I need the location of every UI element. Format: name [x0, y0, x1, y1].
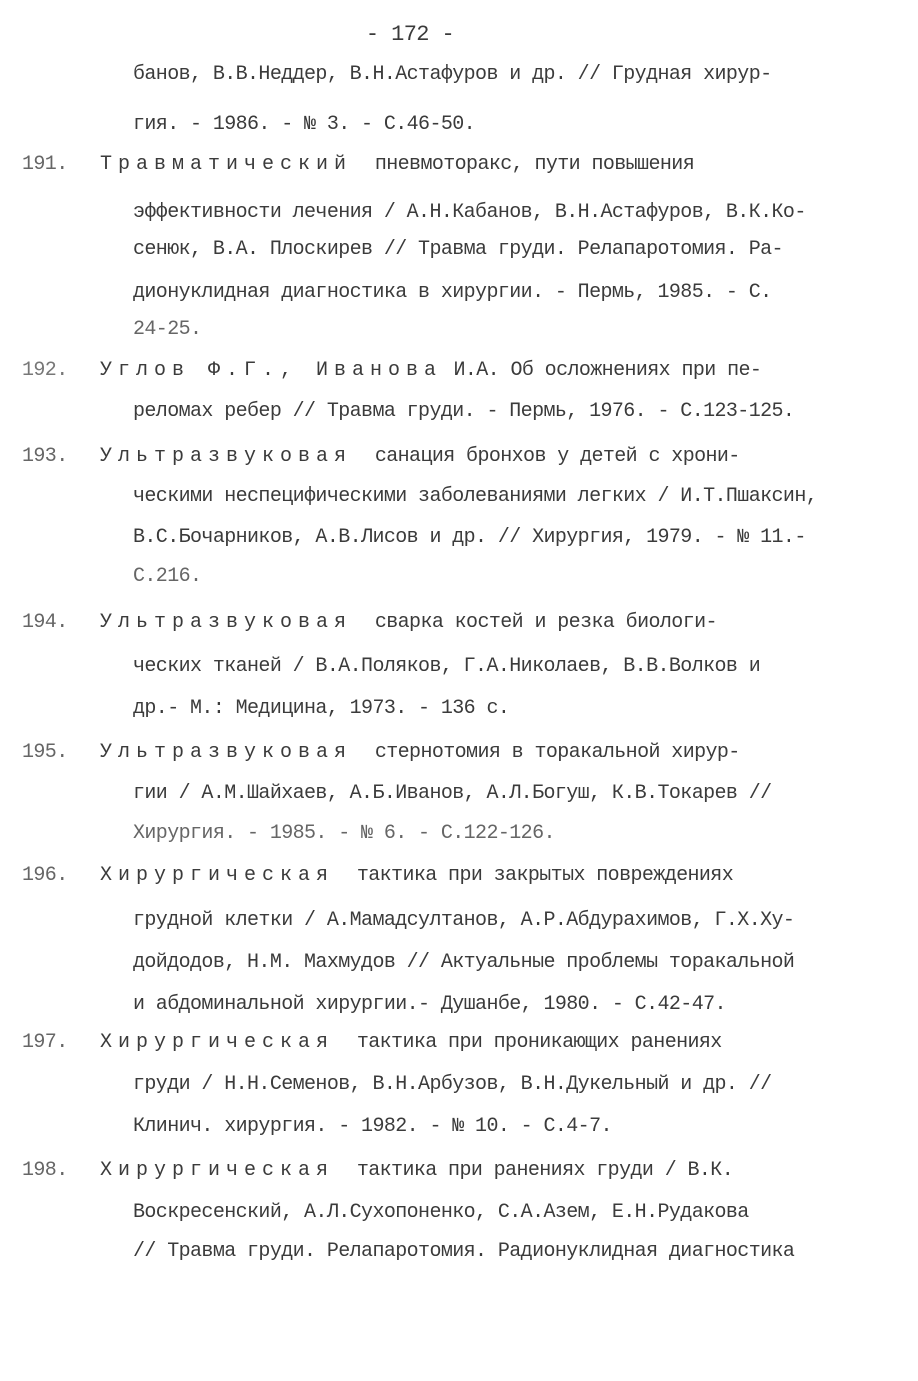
entry-title-rest: И.А. Об осложнениях при пе-	[442, 359, 762, 382]
entry-line: эффективности лечения / А.Н.Кабанов, В.Н.Астафуров, В.К.Ко-	[133, 201, 806, 224]
page-number: - 172 -	[365, 22, 455, 47]
entry-first-line	[100, 606, 717, 640]
entry-line: дойдодов, Н.М. Махмудов // Актуальные проблемы торакальной	[133, 951, 795, 974]
entry-line: ческими неспецифическими заболеваниями легких / И.Т.Пшаксин,	[133, 485, 818, 508]
entry-heading: Хирургическая	[100, 1159, 335, 1182]
entry-title-rest: тактика при закрытых повреждениях	[334, 864, 734, 887]
entry-number: 191.	[22, 153, 68, 176]
entry-line: Воскресенский, А.Л.Сухопоненко, С.А.Азем, Е.Н.Рудакова	[133, 1201, 749, 1224]
entry-first-line	[100, 1026, 722, 1060]
entry-first-line	[100, 440, 740, 474]
entry-number: 194.	[22, 611, 68, 634]
entry-line: реломах ребер // Травма груди. - Пермь, 1976. - С.123-125.	[133, 400, 795, 423]
entry-line: гия. - 1986. - № 3. - С.46-50.	[133, 113, 476, 136]
entry-heading: Ультразвуковая	[100, 741, 353, 764]
entry-first-line	[100, 1154, 733, 1188]
entry-heading: Хирургическая	[100, 1031, 335, 1054]
entry-line: ческих тканей / В.А.Поляков, Г.А.Николаев, В.В.Волков и	[133, 655, 761, 678]
entry-first-line	[100, 148, 694, 182]
entry-title-rest: тактика при проникающих ранениях	[334, 1031, 722, 1054]
entry-line: банов, В.В.Неддер, В.Н.Астафуров и др. // Грудная хирур-	[133, 63, 772, 86]
entry-line: Хирургия. - 1985. - № 6. - С.122-126.	[133, 822, 555, 845]
entry-title-rest: сварка костей и резка биологи-	[352, 611, 717, 634]
entry-line: др.- М.: Медицина, 1973. - 136 с.	[133, 697, 510, 720]
entry-number: 198.	[22, 1159, 68, 1182]
entry-first-line	[100, 859, 733, 893]
entry-line: и абдоминальной хирургии.- Душанбе, 1980. - С.42-47.	[133, 993, 726, 1016]
entry-line: гии / А.М.Шайхаев, А.Б.Иванов, А.Л.Богуш, К.В.Токарев //	[133, 782, 772, 805]
entry-number: 197.	[22, 1031, 68, 1054]
entry-line: С.216.	[133, 565, 202, 588]
entry-line: дионуклидная диагностика в хирургии. - Пермь, 1985. - С.	[133, 281, 772, 304]
entry-heading: Ультразвуковая	[100, 611, 353, 634]
entry-title-rest: санация бронхов у детей с хрони-	[352, 445, 740, 468]
entry-heading: Ультразвуковая	[100, 445, 353, 468]
entry-heading: Травматический	[100, 153, 353, 176]
entry-first-line	[100, 354, 761, 388]
entry-line: грудной клетки / А.Мамадсултанов, А.Р.Абдурахимов, Г.Х.Ху-	[133, 909, 795, 932]
entry-heading: Хирургическая	[100, 864, 335, 887]
entry-title-rest: стернотомия в торакальной хирур-	[352, 741, 740, 764]
entry-number: 193.	[22, 445, 68, 468]
entry-first-line	[100, 736, 740, 770]
entry-number: 196.	[22, 864, 68, 887]
entry-line: сенюк, В.А. Плоскирев // Травма груди. Релапаротомия. Ра-	[133, 238, 783, 261]
entry-line: 24-25.	[133, 318, 202, 341]
entry-heading: Углов Ф.Г., Иванова	[100, 359, 443, 382]
entry-line: В.С.Бочарников, А.В.Лисов и др. // Хирургия, 1979. - № 11.-	[133, 526, 806, 549]
entry-number: 192.	[22, 359, 68, 382]
entry-number: 195.	[22, 741, 68, 764]
entry-line: груди / Н.Н.Семенов, В.Н.Арбузов, В.Н.Дукельный и др. //	[133, 1073, 772, 1096]
entry-title-rest: пневмоторакс, пути повышения	[352, 153, 695, 176]
entry-title-rest: тактика при ранениях груди / В.К.	[334, 1159, 734, 1182]
entry-line: Клинич. хирургия. - 1982. - № 10. - С.4-7.	[133, 1115, 612, 1138]
entry-line: // Травма груди. Релапаротомия. Радионуклидная диагностика	[133, 1240, 795, 1263]
